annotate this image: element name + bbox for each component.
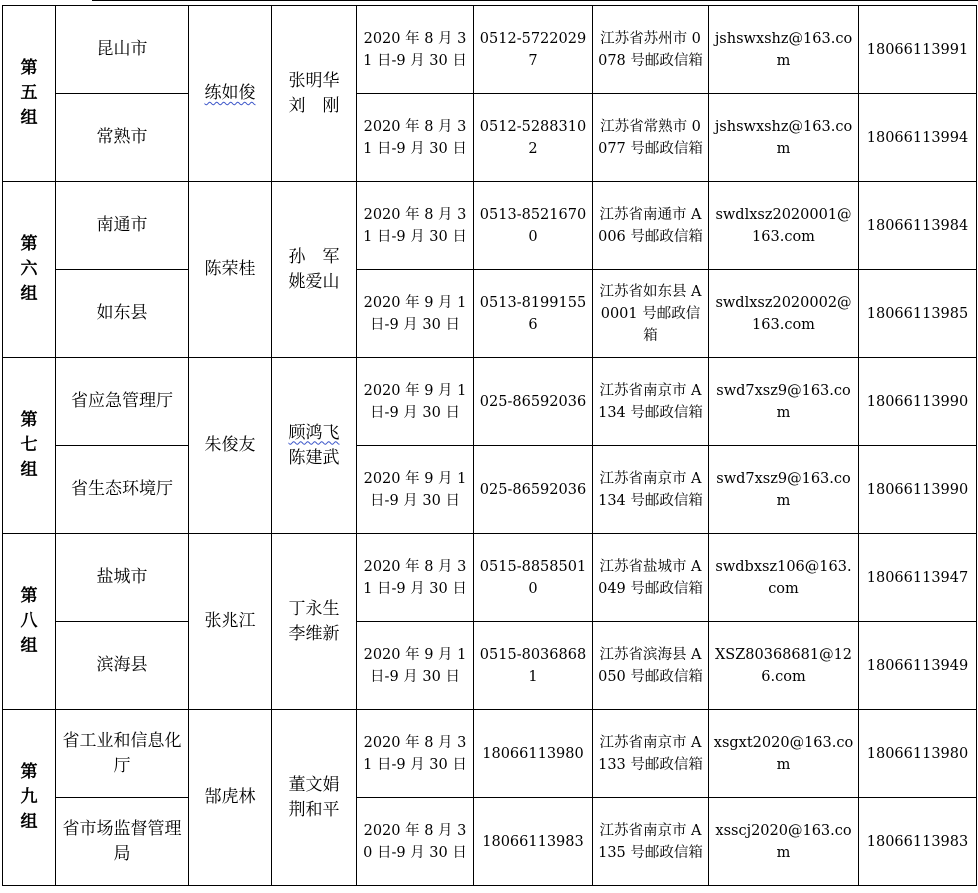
phone-cell: 025-86592036 xyxy=(474,358,593,446)
mobile-cell: 18066113984 xyxy=(859,182,977,270)
group-name-cell xyxy=(3,182,56,358)
member-name: 张明华 xyxy=(288,70,340,91)
phone-cell: 0515-88585010 xyxy=(474,534,593,622)
mobile-cell: 18066113991 xyxy=(859,6,977,94)
member-name: 董文娟 xyxy=(288,774,340,795)
email-cell: xsgxt2020@163.com xyxy=(709,710,859,798)
email-cell: swd7xsz9@163.com xyxy=(709,358,859,446)
phone-cell: 18066113983 xyxy=(474,798,593,886)
member-name: 李维新 xyxy=(288,623,340,644)
table-row xyxy=(3,798,977,886)
table-row xyxy=(3,270,977,358)
mobile-cell: 18066113947 xyxy=(859,534,977,622)
period-cell: 2020 年 8 月 31 日-9 月 30 日 xyxy=(357,710,474,798)
member-name: 荆和平 xyxy=(288,799,340,820)
area-cell: 南通市 xyxy=(56,182,189,270)
area-cell: 省工业和信息化厅 xyxy=(56,710,189,798)
mailbox-cell: 江苏省南通市 A006 号邮政信箱 xyxy=(593,182,709,270)
mobile-cell: 18066113994 xyxy=(859,94,977,182)
period-cell: 2020 年 9 月 1 日-9 月 30 日 xyxy=(357,270,474,358)
member-name: 顾鸿飞 xyxy=(288,422,340,443)
mailbox-cell: 江苏省滨海县 A050 号邮政信箱 xyxy=(593,622,709,710)
mailbox-cell: 江苏省常熟市 0077 号邮政信箱 xyxy=(593,94,709,182)
phone-cell: 0512-57220297 xyxy=(474,6,593,94)
email-cell: swdbxsz106@163.com xyxy=(709,534,859,622)
group-name: 第七组 xyxy=(20,410,38,480)
table-row xyxy=(3,534,977,622)
leader-cell: 朱俊友 xyxy=(189,358,272,534)
period-cell: 2020 年 8 月 31 日-9 月 30 日 xyxy=(357,6,474,94)
mailbox-cell: 江苏省南京市 A133 号邮政信箱 xyxy=(593,710,709,798)
mobile-cell: 18066113980 xyxy=(859,710,977,798)
mailbox-cell: 江苏省苏州市 0078 号邮政信箱 xyxy=(593,6,709,94)
phone-cell: 0512-52883102 xyxy=(474,94,593,182)
mobile-cell: 18066113983 xyxy=(859,798,977,886)
email-cell: swd7xsz9@163.com xyxy=(709,446,859,534)
phone-cell: 0513-81991556 xyxy=(474,270,593,358)
group-name-cell xyxy=(3,6,56,182)
table-row xyxy=(3,6,977,94)
member-name: 丁永生 xyxy=(288,598,340,619)
mailbox-cell: 江苏省如东县 A0001 号邮政信箱 xyxy=(593,270,709,358)
members-cell xyxy=(272,710,357,886)
email-cell: jshswxshz@163.com xyxy=(709,94,859,182)
email-cell: xsscj2020@163.com xyxy=(709,798,859,886)
phone-cell: 18066113980 xyxy=(474,710,593,798)
period-cell: 2020 年 9 月 1 日-9 月 30 日 xyxy=(357,358,474,446)
mailbox-cell: 江苏省南京市 A134 号邮政信箱 xyxy=(593,446,709,534)
member-name: 姚爱山 xyxy=(288,271,340,292)
mailbox-cell: 江苏省南京市 A134 号邮政信箱 xyxy=(593,358,709,446)
table-row xyxy=(3,358,977,446)
phone-cell: 0513-85216700 xyxy=(474,182,593,270)
email-cell: XSZ80368681@126.com xyxy=(709,622,859,710)
period-cell: 2020 年 8 月 30 日-9 月 30 日 xyxy=(357,798,474,886)
mailbox-cell: 江苏省南京市 A135 号邮政信箱 xyxy=(593,798,709,886)
mobile-cell: 18066113990 xyxy=(859,446,977,534)
leader-cell xyxy=(189,6,272,182)
email-cell: jshswxshz@163.com xyxy=(709,6,859,94)
period-cell: 2020 年 8 月 31 日-9 月 30 日 xyxy=(357,182,474,270)
members-cell xyxy=(272,534,357,710)
mobile-cell: 18066113985 xyxy=(859,270,977,358)
members-cell xyxy=(272,6,357,182)
phone-cell: 025-86592036 xyxy=(474,446,593,534)
table-row xyxy=(3,446,977,534)
members-cell xyxy=(272,182,357,358)
group-name: 第八组 xyxy=(20,586,38,656)
area-cell: 省市场监督管理局 xyxy=(56,798,189,886)
member-name: 陈建武 xyxy=(288,447,340,468)
period-cell: 2020 年 8 月 31 日-9 月 30 日 xyxy=(357,94,474,182)
email-cell: swdlxsz2020001@163.com xyxy=(709,182,859,270)
group-name: 第九组 xyxy=(20,762,38,832)
area-cell: 省应急管理厅 xyxy=(56,358,189,446)
members-cell xyxy=(272,358,357,534)
table-row xyxy=(3,710,977,798)
area-cell: 滨海县 xyxy=(56,622,189,710)
leader-cell: 张兆江 xyxy=(189,534,272,710)
table-row xyxy=(3,182,977,270)
period-cell: 2020 年 9 月 1 日-9 月 30 日 xyxy=(357,622,474,710)
inspection-team-table xyxy=(2,5,977,886)
period-cell: 2020 年 8 月 31 日-9 月 30 日 xyxy=(357,534,474,622)
mobile-cell: 18066113949 xyxy=(859,622,977,710)
group-name-cell xyxy=(3,710,56,886)
area-cell: 省生态环境厅 xyxy=(56,446,189,534)
area-cell: 常熟市 xyxy=(56,94,189,182)
area-cell: 盐城市 xyxy=(56,534,189,622)
group-name: 第五组 xyxy=(20,58,38,128)
mailbox-cell: 江苏省盐城市 A049 号邮政信箱 xyxy=(593,534,709,622)
period-cell: 2020 年 9 月 1 日-9 月 30 日 xyxy=(357,446,474,534)
phone-cell: 0515-80368681 xyxy=(474,622,593,710)
area-cell: 如东县 xyxy=(56,270,189,358)
group-name-cell xyxy=(3,534,56,710)
table-row xyxy=(3,622,977,710)
email-cell: swdlxsz2020002@163.com xyxy=(709,270,859,358)
leader-cell: 陈荣桂 xyxy=(189,182,272,358)
group-name-cell xyxy=(3,358,56,534)
member-name: 孙 军 xyxy=(288,246,340,267)
member-name: 刘 刚 xyxy=(288,95,340,116)
leader-name: 练如俊 xyxy=(204,83,256,103)
leader-cell: 郜虎林 xyxy=(189,710,272,886)
table-row xyxy=(3,94,977,182)
group-name: 第六组 xyxy=(20,234,38,304)
mobile-cell: 18066113990 xyxy=(859,358,977,446)
area-cell: 昆山市 xyxy=(56,6,189,94)
